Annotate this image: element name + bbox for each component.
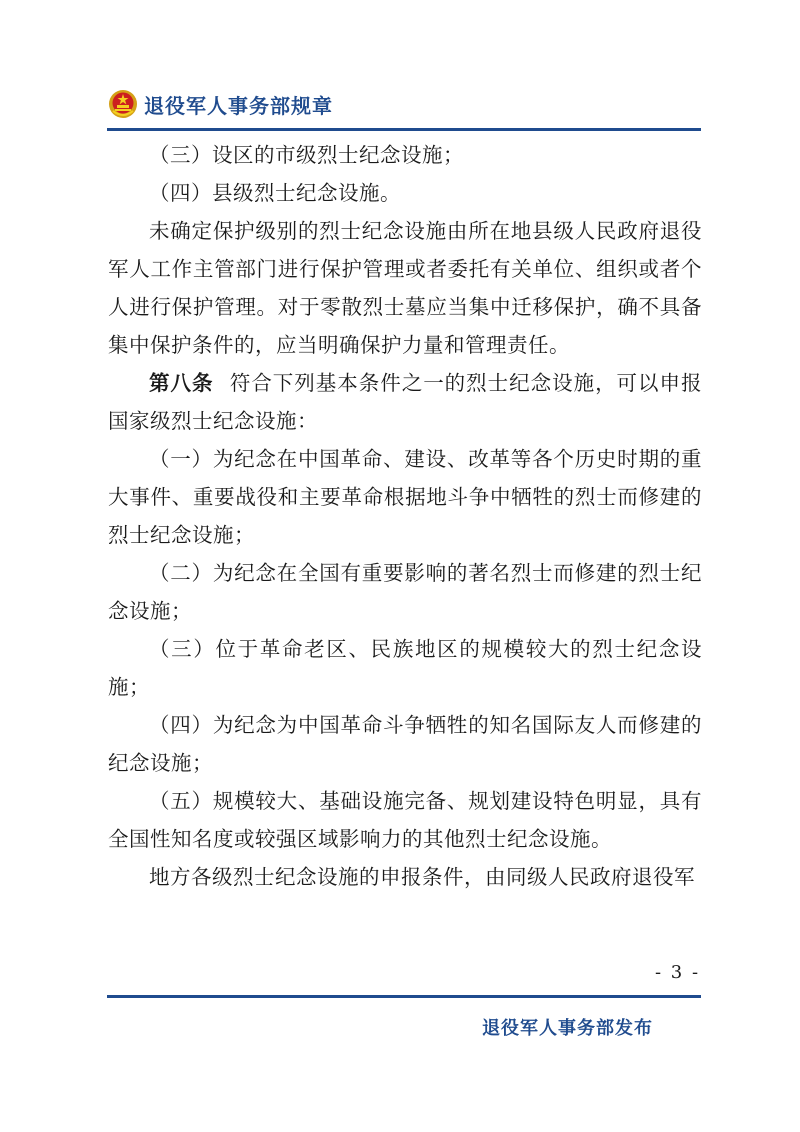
paragraph — [108, 706, 702, 782]
header-title: 退役军人事务部规章 — [144, 93, 333, 118]
paragraph-text: （五）规模较大、基础设施完备、规划建设特色明显，具有全国性知名度或较强区域影响力的其他烈士纪念设施。 — [108, 789, 702, 851]
paragraph-text: 符合下列基本条件之一的烈士纪念设施，可以申报国家级烈士纪念设施： — [108, 371, 703, 433]
national-emblem-icon — [108, 89, 138, 119]
paragraph-text: （四）县级烈士纪念设施。 — [149, 181, 401, 205]
paragraph-text: 未确定保护级别的烈士纪念设施由所在地县级人民政府退役军人工作主管部门进行保护管理或者委托有关单位、组织或者个人进行保护管理。对于零散烈士墓应当集中迁移保护，确不具备集中保护条件的，应当明确保护力量和管理责任。 — [108, 219, 702, 357]
paragraph — [108, 440, 702, 554]
paragraph — [108, 630, 702, 706]
paragraph — [108, 554, 702, 630]
page-header — [108, 84, 333, 124]
paragraph-text: （一）为纪念在中国革命、建设、改革等各个历史时期的重大事件、重要战役和主要革命根据地斗争中牺牲的烈士而修建的烈士纪念设施； — [108, 447, 702, 547]
paragraph — [108, 782, 702, 858]
paragraph-text: 地方各级烈士纪念设施的申报条件，由同级人民政府退役军 — [149, 865, 695, 889]
footer-publisher: 退役军人事务部发布 — [482, 1018, 653, 1039]
page-number: - 3 - — [655, 962, 701, 983]
paragraph-text: （二）为纪念在全国有重要影响的著名烈士而修建的烈士纪念设施； — [108, 561, 702, 623]
article-paragraph — [108, 364, 702, 440]
paragraph — [108, 858, 702, 896]
article-number: 第八条 — [149, 371, 214, 395]
document-body — [108, 136, 702, 896]
paragraph-text: （四）为纪念为中国革命斗争牺牲的知名国际友人而修建的纪念设施； — [108, 713, 702, 775]
paragraph-text: （三）位于革命老区、民族地区的规模较大的烈士纪念设施； — [108, 637, 702, 699]
paragraph — [108, 212, 702, 364]
footer-divider — [107, 995, 701, 998]
paragraph — [108, 136, 702, 174]
paragraph-text: （三）设区的市级烈士纪念设施； — [149, 143, 464, 167]
paragraph — [108, 174, 702, 212]
header-divider — [107, 128, 701, 131]
